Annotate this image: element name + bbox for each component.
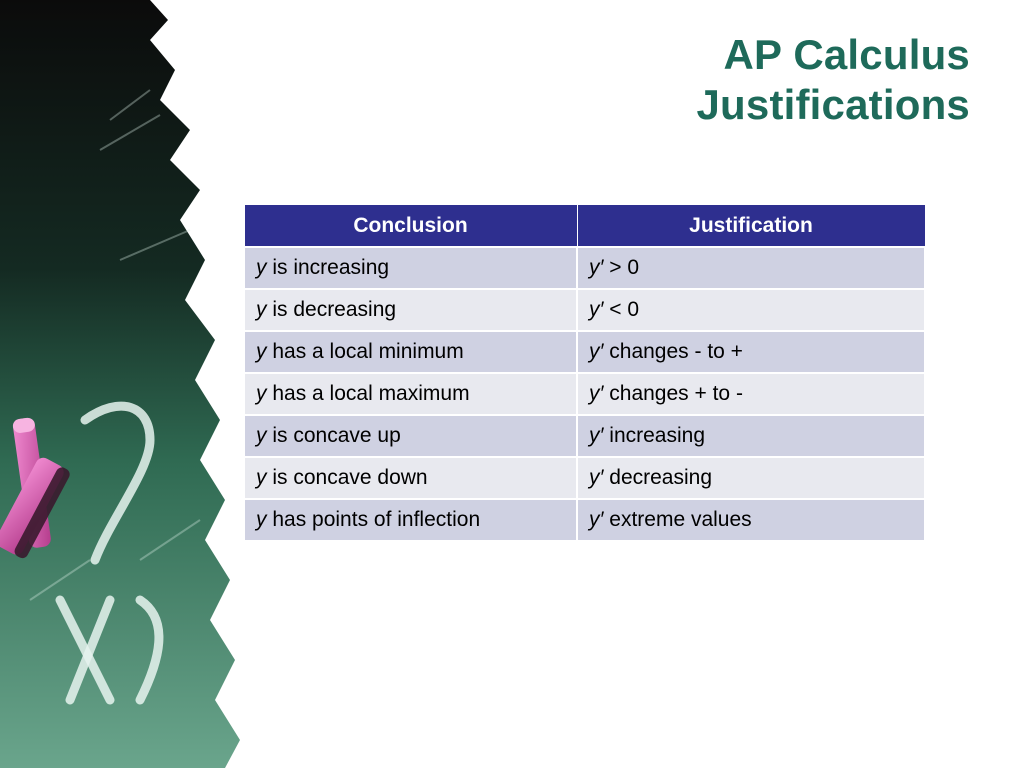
variable: y <box>256 340 267 363</box>
conclusion-cell <box>244 247 577 289</box>
justification-text: < 0 <box>603 298 640 321</box>
conclusion-text: has a local maximum <box>266 382 470 405</box>
justification-cell <box>577 415 925 457</box>
table-row <box>244 499 925 541</box>
justifications-table <box>243 204 926 542</box>
table-row <box>244 415 925 457</box>
justification-text: > 0 <box>603 256 640 279</box>
conclusion-text: is decreasing <box>266 298 397 321</box>
variable: y′ <box>589 298 604 321</box>
justification-cell <box>577 373 925 415</box>
justification-text: extreme values <box>603 508 752 531</box>
variable: y′ <box>589 340 604 363</box>
justification-cell <box>577 457 925 499</box>
header-justification: Justification <box>577 205 925 248</box>
justification-cell <box>577 247 925 289</box>
justification-text: changes - to + <box>603 340 743 363</box>
conclusion-cell <box>244 499 577 541</box>
conclusion-text: is concave down <box>266 466 428 489</box>
justification-text: increasing <box>603 424 705 447</box>
conclusion-text: has a local minimum <box>266 340 464 363</box>
header-conclusion: Conclusion <box>244 205 577 248</box>
variable: y <box>256 256 267 279</box>
table-row <box>244 457 925 499</box>
conclusion-text: is concave up <box>266 424 401 447</box>
conclusion-cell <box>244 415 577 457</box>
conclusion-cell <box>244 331 577 373</box>
variable: y′ <box>589 508 604 531</box>
justification-text: decreasing <box>603 466 713 489</box>
conclusion-text: is increasing <box>266 256 390 279</box>
table-row <box>244 373 925 415</box>
chalkboard-art <box>0 0 260 768</box>
table-row <box>244 331 925 373</box>
table-row <box>244 247 925 289</box>
conclusion-cell <box>244 373 577 415</box>
table-header-row <box>244 205 925 248</box>
variable: y <box>256 382 267 405</box>
variable: y′ <box>589 256 604 279</box>
variable: y′ <box>589 466 604 489</box>
variable: y <box>256 508 267 531</box>
variable: y <box>256 466 267 489</box>
page-title <box>696 30 970 130</box>
variable: y <box>256 298 267 321</box>
variable: y′ <box>589 424 604 447</box>
justification-cell <box>577 331 925 373</box>
variable: y <box>256 424 267 447</box>
justification-cell <box>577 289 925 331</box>
conclusion-text: has points of inflection <box>266 508 481 531</box>
justification-text: changes + to - <box>603 382 743 405</box>
title-line-2: Justifications <box>696 81 970 128</box>
conclusion-cell <box>244 289 577 331</box>
table-row <box>244 289 925 331</box>
title-line-1: AP Calculus <box>723 31 970 78</box>
conclusion-cell <box>244 457 577 499</box>
justification-cell <box>577 499 925 541</box>
variable: y′ <box>589 382 604 405</box>
